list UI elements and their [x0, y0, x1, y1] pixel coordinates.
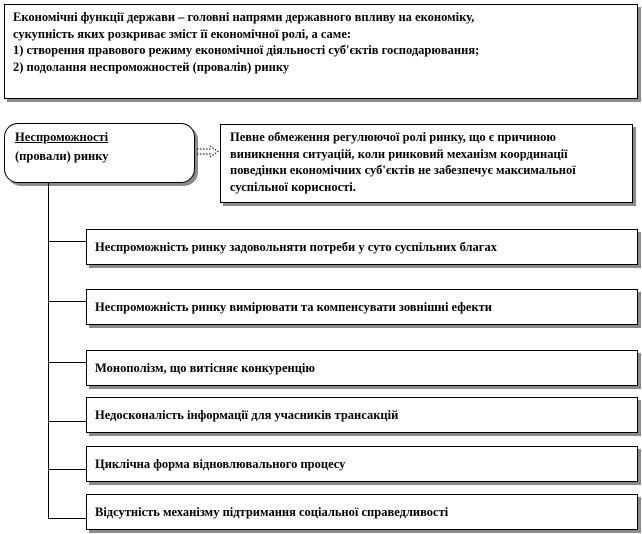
failure-item-information [86, 397, 638, 433]
definition-text: Певне обмеження регулюючої ролі ринку, що є причиною виникнення ситуацій, коли ринковий механізм координації поведінки економічних суб'єктів не забезпечує максимальної суспільної корисності. [230, 130, 576, 194]
connector-branch-1 [48, 241, 86, 242]
failure-item-label: Недосконалість інформації для учасників трансакцій [95, 407, 399, 422]
connector-branch-2 [48, 301, 86, 302]
market-failures-title-line-2: (провали) ринку [15, 148, 109, 163]
failure-item-label: Неспроможність ринку задовольняти потреби у суто суспільних благах [95, 239, 497, 254]
failure-item-label: Монополізм, що витісняє конкуренцію [95, 360, 315, 375]
market-failures-title-line-1: Неспроможності [15, 130, 109, 144]
connector-branch-5 [48, 469, 86, 470]
header-line-2: сукупність яких розкриває зміст її економічної ролі, а саме: [13, 26, 352, 41]
market-failures-node [4, 123, 195, 183]
market-failures-definition-box [220, 124, 633, 203]
header-line-1: Економічні функції держави – головні напрями державного впливу на економіку, [13, 10, 475, 24]
failure-item-externalities [86, 289, 638, 325]
failure-item-label: Відсутність механізму підтримання соціальної справедливості [95, 504, 449, 519]
failure-item-cyclical [86, 446, 638, 482]
dotted-arrow-icon [196, 144, 220, 160]
connector-branch-4 [48, 421, 86, 422]
header-line-4: 2) подолання неспроможностей (провалів) ринку [13, 59, 290, 74]
failure-item-public-goods [86, 229, 638, 265]
failure-item-label: Неспроможність ринку вимірювати та компенсувати зовнішні ефекти [95, 299, 493, 314]
failure-item-social-justice [86, 494, 638, 530]
failure-item-monopoly [86, 350, 638, 386]
failure-item-label: Циклічна форма відновлювального процесу [95, 456, 346, 471]
economic-functions-definition-box [4, 4, 638, 99]
connector-branch-6 [48, 518, 86, 519]
connector-branch-3 [48, 362, 86, 363]
header-line-3: 1) створення правового режиму економічної діяльності суб'єктів господарювання; [13, 43, 480, 57]
